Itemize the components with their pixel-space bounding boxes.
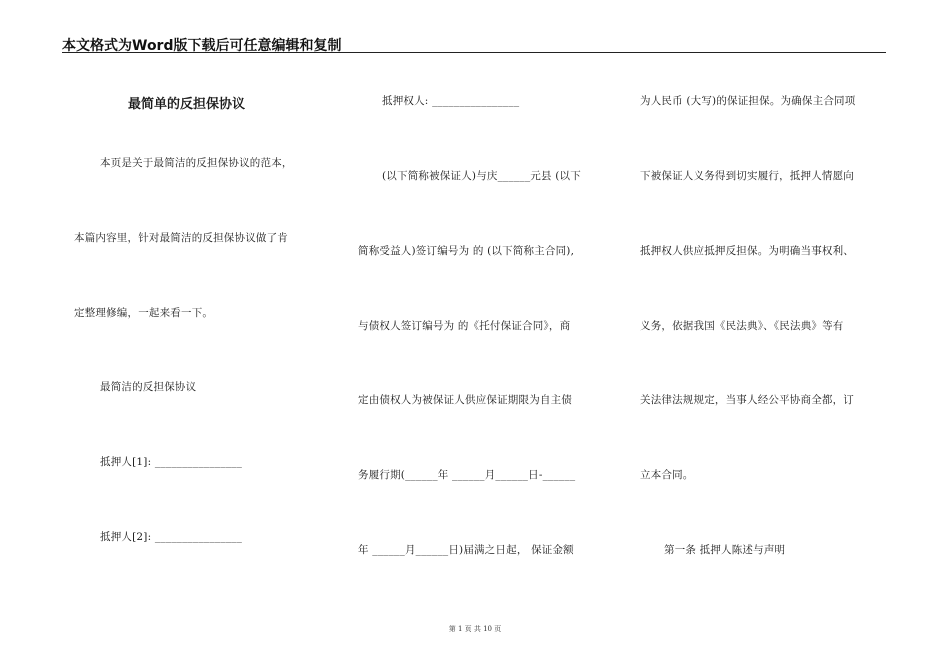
column-middle: [358, 0, 608, 672]
article-heading: 第一条 抵押人陈述与声明: [664, 544, 786, 556]
mortgagor-1-line: 抵押人[1]: ________________: [100, 456, 243, 468]
paragraph-line: 定整理修编，一起来看一下。: [74, 307, 214, 319]
mortgagee-line: 抵押权人: ________________: [382, 95, 520, 107]
mortgagor-2-line: 抵押人[2]: ________________: [100, 531, 243, 543]
paragraph-line: 与债权人签订编号为 的《托付保证合同》，商: [358, 320, 571, 332]
paragraph-line: 简称受益人)签订编号为 的 (以下简称主合同),: [358, 245, 575, 257]
paragraph-line: 义务，依据我国《民法典》、《民法典》等有: [640, 320, 844, 332]
paragraph-line: 抵押权人供应抵押反担保。为明确当事权利、: [640, 245, 854, 257]
document-title: 最简单的反担保协议: [128, 97, 246, 112]
column-right: [640, 0, 890, 672]
paragraph-line: 定由债权人为被保证人供应保证期限为自主债: [358, 394, 572, 406]
paragraph-line: 立本合同。: [640, 469, 694, 481]
paragraph-line: 本篇内容里，针对最简洁的反担保协议做了肯: [74, 232, 288, 244]
section-heading: 最简洁的反担保协议: [100, 381, 197, 393]
paragraph-line: 下被保证人义务得到切实履行，抵押人情愿向: [640, 170, 854, 182]
paragraph-line: 为人民币 (大写)的保证担保。为确保主合同项: [640, 95, 856, 107]
paragraph-line: 务履行期(______年 ______月______日-______: [358, 469, 576, 481]
paragraph-line: 本页是关于最简洁的反担保协议的范本，: [100, 157, 293, 169]
paragraph-line: 年 ______月______日)届满之日起， 保证金额: [358, 544, 574, 556]
page-number: 第 1 页 共 10 页: [448, 625, 502, 633]
download-banner: 本文格式为Word版下载后可任意编辑和复制: [62, 38, 342, 54]
paragraph-line: (以下简称被保证人)与庆______元县 (以下: [382, 170, 581, 182]
paragraph-line: 关法律法规规定，当事人经公平协商全都，订: [640, 394, 854, 406]
column-left: [74, 0, 324, 672]
